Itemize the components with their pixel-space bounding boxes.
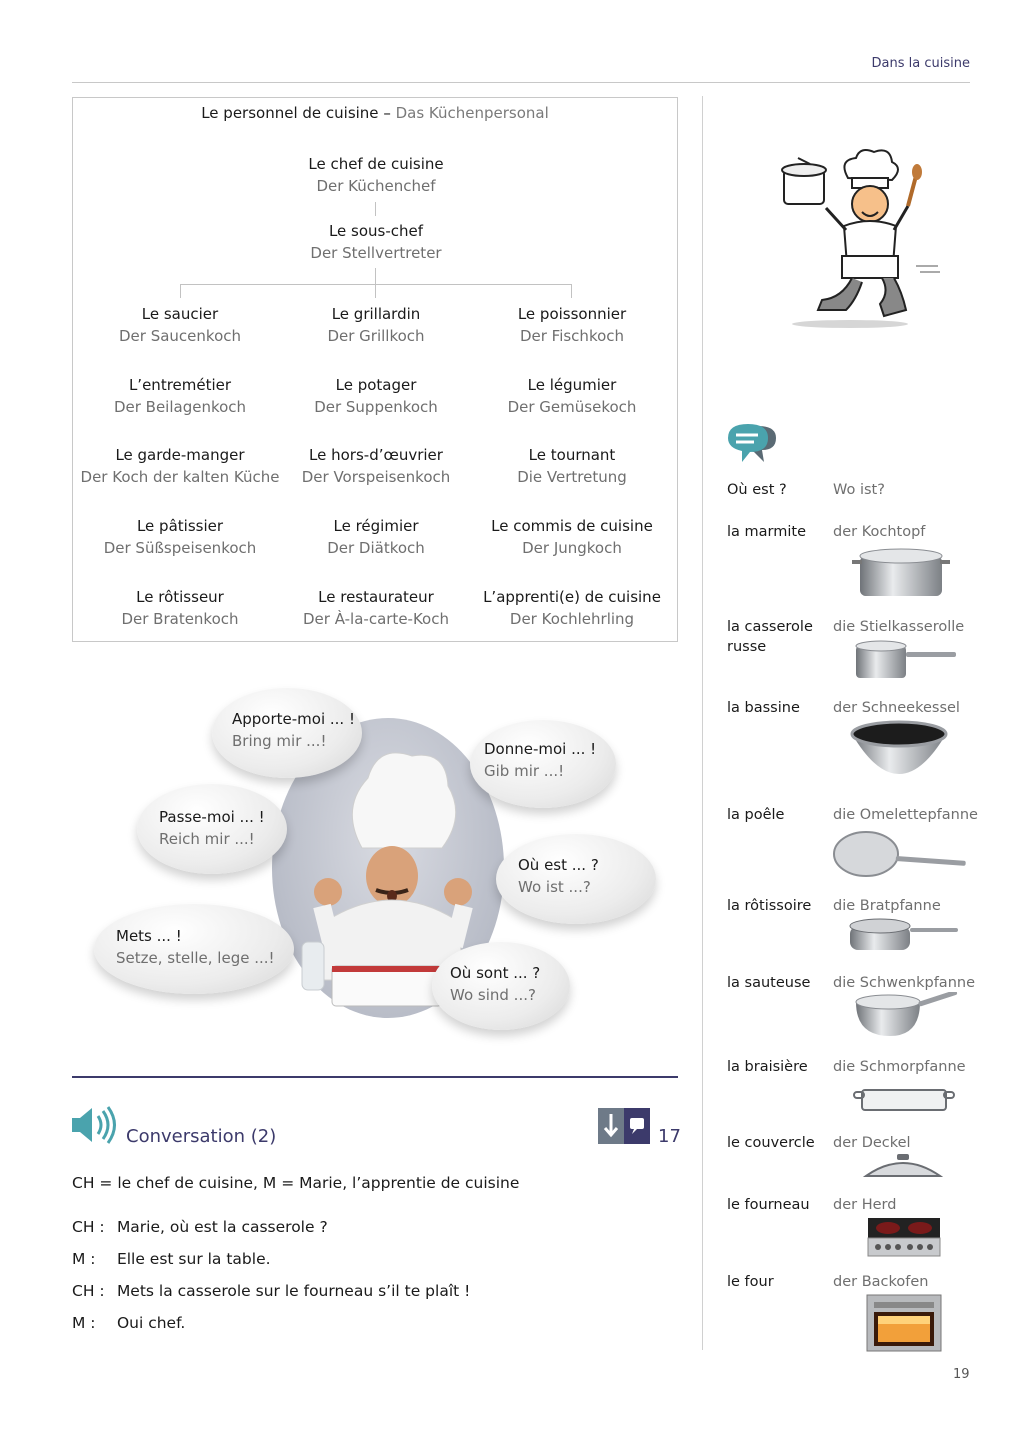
role-de: Der Diätkoch	[327, 539, 425, 557]
role-regimier	[266, 515, 486, 559]
role-apprenti	[462, 586, 682, 630]
vocab-fr: la marmite	[727, 524, 806, 540]
bubble-de: Setze, stelle, lege ...!	[116, 949, 275, 967]
saucepan-image	[852, 640, 958, 682]
dialogue-line	[72, 1314, 185, 1332]
kitchen-staff-title-fr: Le personnel de cuisine	[201, 104, 379, 122]
role-patissier	[70, 515, 290, 559]
role-legumier	[462, 374, 682, 418]
vocab-de: der Herd	[833, 1197, 897, 1213]
vocab-de: der Schneekessel	[833, 700, 960, 716]
role-tournant	[462, 444, 682, 488]
vocab-fr: le couvercle	[727, 1135, 815, 1151]
speech-bubble	[137, 784, 287, 874]
tree-connector	[571, 284, 572, 298]
role-de: Der Bratenkoch	[121, 610, 239, 628]
omelette-pan-image	[832, 828, 968, 878]
tree-connector	[180, 284, 181, 298]
stove-image	[866, 1216, 942, 1258]
role-commis	[462, 515, 682, 559]
role-potager	[266, 374, 486, 418]
dialogue-speaker: M :	[72, 1250, 96, 1268]
dialogue-speaker: M :	[72, 1314, 96, 1332]
bubble-fr: Passe-moi ... !	[159, 808, 265, 826]
speech-bubble	[432, 942, 570, 1030]
role-hors-doeuvrier	[266, 444, 486, 488]
conversation-title: Conversation (2)	[126, 1126, 277, 1147]
vocab-fr: la rôtissoire	[727, 898, 812, 914]
role-fr: Le régimier	[333, 517, 419, 535]
speech-bubble	[496, 834, 656, 924]
oven-image	[866, 1294, 942, 1352]
role-restaurateur	[266, 586, 486, 630]
role-saucier	[70, 303, 290, 347]
role-fr: Le potager	[335, 376, 417, 394]
tree-connector	[375, 268, 376, 284]
role-chef	[266, 153, 486, 197]
bubble-fr: Apporte-moi ... !	[232, 710, 355, 728]
kitchen-staff-title	[72, 104, 678, 122]
dialogue-text: Oui chef.	[116, 1314, 186, 1332]
vocab-de: die Omelettepfanne	[833, 807, 978, 823]
vocab-fr: la sauteuse	[727, 975, 811, 991]
bubble-fr: Donne-moi ... !	[484, 740, 597, 758]
tree-connector	[375, 284, 376, 298]
bubble-de: Reich mir ...!	[159, 830, 255, 848]
role-fr: Le légumier	[527, 376, 617, 394]
running-header: Dans la cuisine	[871, 56, 970, 71]
role-fr: Le commis de cuisine	[491, 517, 653, 535]
mixing-bowl-image	[850, 720, 948, 788]
tree-connector	[375, 202, 376, 216]
vocab-de: die Schmorpfanne	[833, 1059, 966, 1075]
role-de: Der Vorspeisenkoch	[301, 468, 451, 486]
role-de: Der Süßspeisenkoch	[103, 539, 257, 557]
kitchen-staff-title-sep: –	[378, 104, 396, 122]
role-fr: L’apprenti(e) de cuisine	[483, 588, 661, 606]
role-de: Die Vertretung	[517, 468, 627, 486]
speech-bubble	[212, 688, 362, 778]
vocab-fr: la braisière	[727, 1059, 808, 1075]
column-divider	[702, 96, 703, 1350]
bubble-de: Bring mir ...!	[232, 732, 327, 750]
vocab-de: der Deckel	[833, 1135, 911, 1151]
role-de: Der Saucenkoch	[119, 327, 241, 345]
speech-bubble-icon	[726, 422, 778, 468]
role-fr: Le pâtissier	[136, 517, 224, 535]
bubble-de: Wo sind ...?	[450, 986, 536, 1004]
vocab-fr: la poêle	[727, 807, 785, 823]
vocab-de: der Kochtopf	[833, 524, 926, 540]
dialogue-line	[72, 1250, 271, 1268]
vocab-fr: la casserole russe	[727, 619, 813, 655]
speech-bubble	[470, 720, 616, 808]
page-number: 19	[953, 1367, 970, 1382]
role-de: Der Stellvertreter	[310, 244, 442, 262]
vocab-de: die Bratpfanne	[833, 898, 941, 914]
role-poissonnier	[462, 303, 682, 347]
role-fr: Le saucier	[141, 305, 219, 323]
header-divider	[72, 82, 970, 83]
download-audio-icon[interactable]	[598, 1108, 650, 1144]
role-fr: Le chef de cuisine	[308, 155, 444, 173]
role-fr: Le poissonnier	[517, 305, 627, 323]
role-de: Der Suppenkoch	[314, 398, 438, 416]
vocab-fr: la bassine	[727, 700, 800, 716]
dialogue-text: Elle est sur la table.	[116, 1250, 271, 1268]
cartoon-chef-illustration	[770, 148, 950, 330]
conversation-legend: CH = le chef de cuisine, M = Marie, l’apprentie de cuisine	[72, 1174, 520, 1192]
roasting-pan-image	[846, 914, 960, 956]
role-fr: Le tournant	[528, 446, 616, 464]
role-de: Der Grillkoch	[327, 327, 425, 345]
role-de: Der Jungkoch	[522, 539, 622, 557]
vocab-de: der Backofen	[833, 1274, 929, 1290]
vocab-fr: le fourneau	[727, 1197, 810, 1213]
dialogue-text: Mets la casserole sur le fourneau s’il te plaît !	[116, 1282, 471, 1300]
bubble-fr: Où est ... ?	[518, 856, 599, 874]
bubble-fr: Où sont ... ?	[450, 964, 541, 982]
role-grillardin	[266, 303, 486, 347]
vocab-de: die Schwenkpfanne	[833, 975, 975, 991]
role-fr: Le hors-d’œuvrier	[309, 446, 443, 464]
role-fr: L’entremétier	[128, 376, 232, 394]
bubble-de: Wo ist ...?	[518, 878, 591, 896]
dialogue-line	[72, 1218, 328, 1236]
track-number: 17	[658, 1126, 681, 1147]
dialogue-speaker: CH :	[72, 1282, 105, 1300]
braising-pan-image	[852, 1080, 956, 1116]
audio-speaker-icon[interactable]	[72, 1106, 118, 1144]
vocab-de: die Stielkasserolle	[833, 619, 965, 635]
role-garde-manger	[70, 444, 290, 488]
role-entremetier	[70, 374, 290, 418]
role-de: Der À-la-carte-Koch	[303, 610, 449, 628]
tree-connector	[180, 284, 572, 285]
dialogue-line	[72, 1282, 470, 1300]
dialogue-text: Marie, où est la casserole ?	[116, 1218, 328, 1236]
saute-pan-image	[852, 992, 960, 1040]
stockpot-image	[852, 546, 950, 602]
role-de: Der Koch der kalten Küche	[80, 468, 280, 486]
kitchen-staff-title-de: Das Küchenpersonal	[395, 104, 549, 122]
role-de: Der Küchenchef	[316, 177, 436, 195]
role-fr: Le grillardin	[331, 305, 421, 323]
role-fr: Le garde-manger	[115, 446, 245, 464]
role-sous-chef	[266, 220, 486, 264]
section-divider	[72, 1076, 678, 1078]
bubble-de: Gib mir ...!	[484, 762, 565, 780]
role-fr: Le rôtisseur	[136, 588, 224, 606]
vocab-fr: le four	[727, 1274, 774, 1290]
vocab-question-fr: Où est ?	[727, 482, 787, 498]
bubble-fr: Mets ... !	[116, 927, 182, 945]
role-de: Der Fischkoch	[519, 327, 625, 345]
role-rotisseur	[70, 586, 290, 630]
lid-image	[862, 1150, 944, 1182]
role-fr: Le sous-chef	[328, 222, 424, 240]
role-de: Der Kochlehrling	[509, 610, 635, 628]
role-de: Der Gemüsekoch	[507, 398, 637, 416]
vocab-question-de: Wo ist?	[833, 482, 885, 498]
dialogue-speaker: CH :	[72, 1218, 105, 1236]
role-de: Der Beilagenkoch	[113, 398, 247, 416]
role-fr: Le restaurateur	[318, 588, 434, 606]
speech-bubble	[94, 904, 294, 994]
